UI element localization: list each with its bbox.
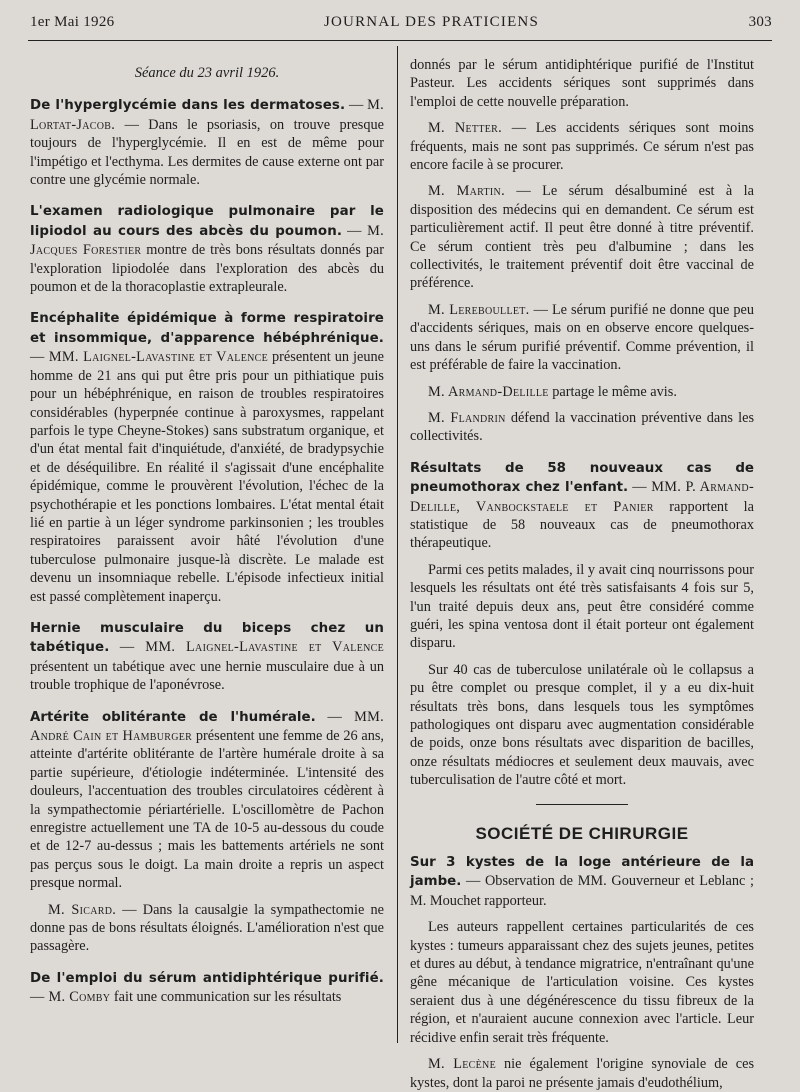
- author-name: M. Sicard.: [48, 901, 117, 918]
- article-pneumothorax: [410, 459, 754, 553]
- right-column: [410, 56, 755, 1091]
- column-divider: [397, 46, 398, 1043]
- comment-armand-delille: [410, 383, 754, 401]
- author-names: — Observation de MM. Gouverneur et Leblanc ; M. Mouchet rapporteur.: [410, 873, 754, 909]
- article-title: Résultats de 58 nouveaux cas de pneumothorax chez l'enfant.: [410, 460, 754, 496]
- left-column: [30, 58, 384, 1045]
- article-text: présentent une femme de 26 ans, atteinte d'artérite oblitérante de l'artère humérale droite à sa partie supérieure, d'étiologie indéterminée. L'intensité des douleurs, l'accentuation des troubles circulatoires cédèrent à la sympathectomie périartérielle. L'oscillomètre de Pachon enregistre actuellement une TA de 10-5 au-dessous du coude et de 12-7 au-dessus ; mais les battements artériels ne sont pas perçus sous le doigt. La main droite a repris un aspect presque normal.: [30, 728, 384, 892]
- article-title: Encéphalite épidémique à forme respiratoire et insommique, d'apparence hébéphrénique.: [30, 311, 384, 346]
- article-hernie: [30, 619, 384, 695]
- article-text: fait une communication sur les résultats: [113, 989, 342, 1006]
- author-name: — M. Comby: [30, 989, 111, 1006]
- article-paragraph: Les auteurs rappellent certaines particularités de ces kystes : tumeurs apparaissant chez des sujets jeunes, petites et dures au début, à tendance migratrice, n'entraînant qu'une gêne mécanique de l'articulation voisine. Ces kystes seraient dus à une dégénérescence du tissu fibreux de la région, et n'auraient aucune connexion avec l'article. Leur récidive enfin serait très fréquente.: [410, 919, 754, 1046]
- article-serum: [30, 969, 384, 1007]
- comment-text: — Dans la causalgie la sympathectomie ne donne pas de bons résultats éloignés. L'amélioration n'est que passagère.: [30, 901, 385, 955]
- comment-lecene: [410, 1055, 754, 1092]
- comment-text: partage le même avis.: [552, 383, 677, 400]
- author-name: M. Armand-Delille: [428, 383, 549, 400]
- comment-text: — Le sérum purifié ne donne que peu d'accidents sériques, mais on en observe encore quelques-uns dans le sérum purifié préventif. Comme prévention, il est préférable de faire la vaccination.: [410, 301, 754, 374]
- author-name: M. Netter.: [428, 120, 502, 137]
- author-names: — MM. P. Armand-Delille, Vanbockstaele et Panier: [410, 479, 755, 515]
- comment-sicard: [30, 901, 384, 956]
- article-text: montre de très bons résultats donnés par l'exploration lipiodolée dans l'exploration des abcès du poumon et de la thoracoplastie extrapleurale.: [30, 242, 384, 296]
- author-names: — MM. Laignel-Lavastine et Valence: [30, 349, 269, 366]
- author-name: M. Lereboullet.: [428, 301, 530, 318]
- author-name: M. Flandrin: [428, 409, 506, 426]
- comment-lereboullet: [410, 301, 754, 375]
- running-header: [30, 14, 772, 38]
- comment-martin: [410, 182, 754, 292]
- comment-netter: [410, 119, 754, 174]
- header-page-number: 303: [748, 14, 772, 30]
- session-date: Séance du 23 avril 1926.: [134, 65, 280, 81]
- article-text: présentent un jeune homme de 21 ans qui put être pris pour un pithiatique puis pour un hébéphrénique, en raison de troubles respiratoires considérables (hyperpnée continue à paroxysmes, rappelant parfois le type Cheyne-Stokes) sans substratum organique, et d'un état mental fait d'inquiétude, d'anxiété, de bradypsychie et de déséquilibre. En réalité il s'agissait d'une encéphalite épidémique, comme le prouvèrent l'évolution, l'échec de la psychothérapie et les ponctions lombaires. L'état mental était lié en partie à un léger syndrome parkinsonien ; les troubles respiratoires paraissent avoir hâté l'évolution d'une tuberculose pulmonaire jusque-là discrète. Le malade est devenu un insomniaque rebelle. L'épisode infectieux initial est passé complètement inaperçu.: [30, 349, 384, 605]
- article-hyperglycemie: De l'hyperglycémie dans les dermatoses. — M. Lortat-Jacob. — Dans le psoriasis, on trouve presque toujours de l'hyperglycémie. Il en est de même pour l'impétigo et l'ecthyma. Les dermites de cause externe ont par contre une glycémie normale.: [30, 97, 385, 189]
- article-paragraph: Parmi ces petits malades, il y avait cinq nourrissons pour lesquels les résultats ont été très satisfaisants 4 fois sur 5, l'un traité depuis deux ans, peut être considéré comme guéri, les spina ventosa dont il était porteur ont également disparu.: [410, 561, 754, 652]
- article-title: De l'emploi du sérum antidiphtérique purifié.: [30, 970, 384, 986]
- article-lipiodol: [30, 202, 384, 296]
- continued-text: donnés par le sérum antidiphtérique purifié de l'Institut Pasteur. Les accidents sériques sont supprimés dans l'emploi de cette nouvelle préparation.: [410, 57, 754, 110]
- article-kystes: [410, 853, 754, 910]
- author-names: — MM. Laignel-Lavastine et Valence: [119, 639, 385, 656]
- comment-flandrin: [410, 409, 754, 446]
- article-arterite: [30, 708, 384, 893]
- section-divider: [536, 804, 628, 805]
- comment-text: — Les accidents sériques sont moins fréquents, mais ne sont pas supprimés. Ce sérum n'est pas encore facile à se procurer.: [410, 120, 754, 174]
- article-title: Sur 3 kystes de la loge antérieure de la jambe.: [410, 855, 754, 890]
- author-name: M. Lortat-Jacob.: [30, 97, 384, 133]
- header-date: 1er Mai 1926: [30, 14, 115, 30]
- comment-text: nie également l'origine synoviale de ces kystes, dont la paroi ne présente jamais d'eudothélium,: [410, 1056, 755, 1091]
- article-title: De l'hyperglycémie dans les dermatoses.: [30, 98, 346, 114]
- article-encephalite: [30, 309, 384, 606]
- comment-text: défend la vaccination préventive dans les collectivités.: [410, 409, 755, 445]
- article-title: Hernie musculaire du biceps chez un tabétique.: [30, 620, 384, 656]
- author-name: M. Martin.: [428, 183, 505, 200]
- header-rule: [28, 40, 772, 41]
- article-paragraph: Sur 40 cas de tuberculose unilatérale où le collapsus a pu être complet ou presque complet, il y a eu dix-huit résultats très bons, dans lesquels tous les symptômes pathologiques ont disparu avec augmentation considérable de poids, onze bons résultats avec disparition de bacilles, onze résultats médiocres et seulement deux mauvais, avec tuberculisation de l'autre côté et mort.: [410, 661, 754, 789]
- article-text: rapportent la statistique de 58 nouveaux cas de pneumothorax thérapeutique.: [410, 498, 754, 552]
- article-text: — Dans le psoriasis, on trouve presque toujours de l'hyperglycémie. Il en est de même pour l'impétigo et l'ecthyma. Les dermites de cause externe ont par contre une glycémie normale.: [30, 116, 385, 189]
- article-title: Artérite oblitérante de l'humérale.: [30, 709, 316, 725]
- article-text: présentent un tabétique avec une hernie musculaire due à un trouble trophique de l'aponévrose.: [30, 658, 384, 694]
- section-heading: SOCIÉTÉ DE CHIRURGIE: [475, 823, 689, 843]
- article-title: L'examen radiologique pulmonaire par le lipiodol au cours des abcès du poumon.: [30, 204, 384, 239]
- author-name: — M. Jacques Forestier: [30, 222, 384, 259]
- comment-text: — Le sérum désalbuminé est à la disposition des médecins qui en demandent. Ce sérum est particulièrement actif. Il peut être donné à titre préventif. Ce sérum contient très peu d'albumine ; dans les collectivités, le traitement préventif doit être vaccinal de préférence.: [410, 183, 754, 292]
- author-name: M. Lecène: [428, 1056, 496, 1073]
- header-journal-title: JOURNAL DES PRATICIENS: [323, 14, 540, 30]
- author-names: — MM. André Cain et Hamburger: [30, 708, 385, 744]
